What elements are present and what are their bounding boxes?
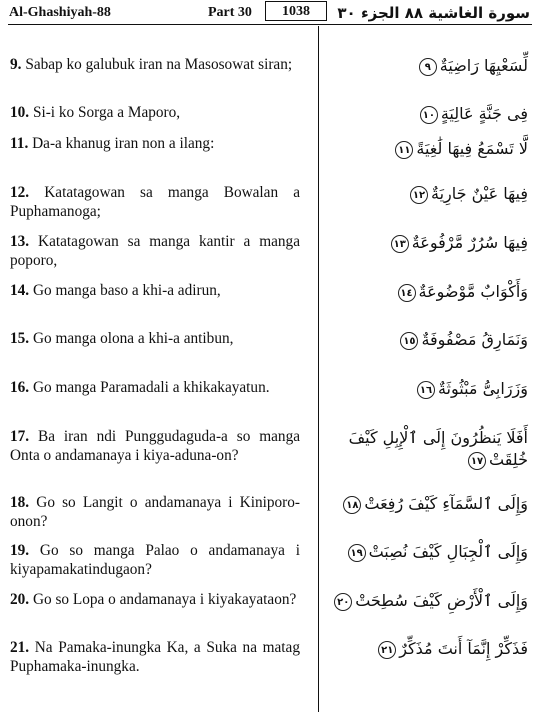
verse-translation (10, 134, 300, 153)
verse-number: 9. (10, 56, 22, 73)
verse-text: Na Pamaka-inungka Ka, a Suka na matag Puphamaka-inungka. (10, 639, 300, 675)
verse-number: 10. (10, 104, 30, 121)
verse-number: 21. (10, 639, 30, 656)
verse-number: 15. (10, 330, 30, 347)
verse-number: 14. (10, 282, 30, 299)
page-number: 1038 (265, 1, 327, 21)
arabic-text: فَذَكِّرْ إِنَّمَآ أَنتَ مُذَكِّرٌ (399, 639, 528, 658)
verse-text: Go so manga Palao o andamanaya i kiyapamakatindugaon? (10, 542, 301, 578)
verse-end-marker: ١٥ (400, 332, 418, 350)
arabic-text: فِى جَنَّةٍ عَالِيَةٍ (440, 104, 528, 123)
arabic-text: وَزَرَابِىُّ مَبْثُوثَةٌ (437, 379, 528, 398)
verse-number: 12. (10, 184, 30, 201)
verse-number: 19. (10, 542, 30, 559)
verse-number: 20. (10, 591, 30, 608)
header-rule (8, 24, 532, 25)
arabic-text: لَّا تَسْمَعُ فِيهَا لَٰغِيَةً (416, 139, 528, 158)
verse-arabic (328, 638, 528, 660)
verse-translation (10, 281, 300, 300)
part-label: Part 30 (208, 5, 252, 20)
verse-text: Ba iran ndi Punggudaguda-a so manga Onta o andamanaya i kiya-aduna-on? (10, 428, 301, 464)
verse-translation (10, 329, 300, 348)
verse-arabic (328, 493, 528, 515)
verse-translation (10, 232, 300, 270)
verse-text: Go manga baso a khi-a adirun, (32, 282, 221, 299)
surah-title-english: Al-Ghashiyah-88 (9, 5, 111, 20)
verse-number: 17. (10, 428, 30, 445)
verse-text: Go so Lopa o andamanaya i kiyakayataon? (32, 591, 297, 608)
verse-arabic (328, 378, 528, 400)
arabic-text: أَفَلَا يَنظُرُونَ إِلَى ٱلْإِبِلِ كَيْفَ خُلِقَتْ (348, 428, 528, 469)
verse-arabic (328, 183, 528, 205)
verse-text: Da-a khanug iran non a ilang: (32, 135, 215, 152)
verse-end-marker: ١٢ (410, 186, 428, 204)
arabic-text: فِيهَا عَيْنٌ جَارِيَةٌ (431, 184, 528, 203)
arabic-text: وَإِلَى ٱلْأَرْضِ كَيْفَ سُطِحَتْ (355, 591, 528, 610)
verse-end-marker: ١٣ (391, 235, 409, 253)
arabic-text: فِيهَا سُرُرٌ مَّرْفُوعَةٌ (411, 233, 528, 252)
verse-arabic (338, 427, 528, 471)
verse-translation (10, 590, 300, 609)
column-divider (318, 26, 319, 712)
verse-text: Go manga Paramadali a khikakayatun. (32, 379, 270, 396)
verse-number: 16. (10, 379, 30, 396)
verse-translation (10, 493, 300, 531)
verse-end-marker: ٢١ (378, 641, 396, 659)
verse-arabic (328, 103, 528, 125)
verse-end-marker: ١٨ (343, 496, 361, 514)
verse-text: Go so Langit o andamanaya i Kiniporo-onon? (10, 494, 300, 530)
verse-translation (10, 541, 300, 579)
verse-arabic (328, 329, 528, 351)
verse-text: Si-i ko Sorga a Maporo, (32, 104, 181, 121)
verse-arabic (328, 138, 528, 160)
verse-number: 11. (10, 135, 29, 152)
verse-translation (10, 427, 300, 465)
arabic-text: وَنَمَارِقُ مَصْفُوفَةٌ (421, 330, 528, 349)
verse-number: 18. (10, 494, 30, 511)
page-header (0, 0, 540, 28)
verse-end-marker: ١٤ (398, 284, 416, 302)
verse-end-marker: ١٦ (417, 381, 435, 399)
verse-end-marker: ١١ (395, 141, 413, 159)
verse-end-marker: ٩ (419, 58, 437, 76)
verse-arabic (328, 590, 528, 612)
verse-end-marker: ٢٠ (334, 593, 352, 611)
surah-title-arabic: سورة الغاشية ٨٨ الجزء ٣٠ (337, 4, 530, 22)
verse-translation (10, 638, 300, 676)
verse-text: Go manga olona a khi-a antibun, (32, 330, 234, 347)
verse-translation (10, 103, 300, 122)
verse-arabic (328, 541, 528, 563)
verse-arabic (328, 55, 528, 77)
arabic-text: وَإِلَى ٱلسَّمَآءِ كَيْفَ رُفِعَتْ (364, 494, 528, 513)
verse-text: Sabap ko galubuk iran na Masosowat siran; (25, 56, 293, 73)
arabic-text: وَإِلَى ٱلْجِبَالِ كَيْفَ نُصِبَتْ (368, 542, 528, 561)
verse-translation (10, 183, 300, 221)
verse-translation (10, 378, 300, 397)
verse-translation (10, 55, 300, 74)
arabic-text: لِّسَعْيِهَا رَاضِيَةٌ (439, 56, 528, 75)
verse-arabic (328, 281, 528, 303)
arabic-text: وَأَكْوَابٌ مَّوْضُوعَةٌ (418, 282, 528, 301)
verse-number: 13. (10, 233, 30, 250)
verse-arabic (328, 232, 528, 254)
verse-end-marker: ١٠ (420, 106, 438, 124)
verse-text: Katatagowan sa manga kantir a manga poporo, (10, 233, 300, 269)
verse-text: Katatagowan sa manga Bowalan a Puphamanoga; (10, 184, 300, 220)
verse-end-marker: ١٩ (348, 544, 366, 562)
verse-end-marker: ١٧ (468, 452, 486, 470)
